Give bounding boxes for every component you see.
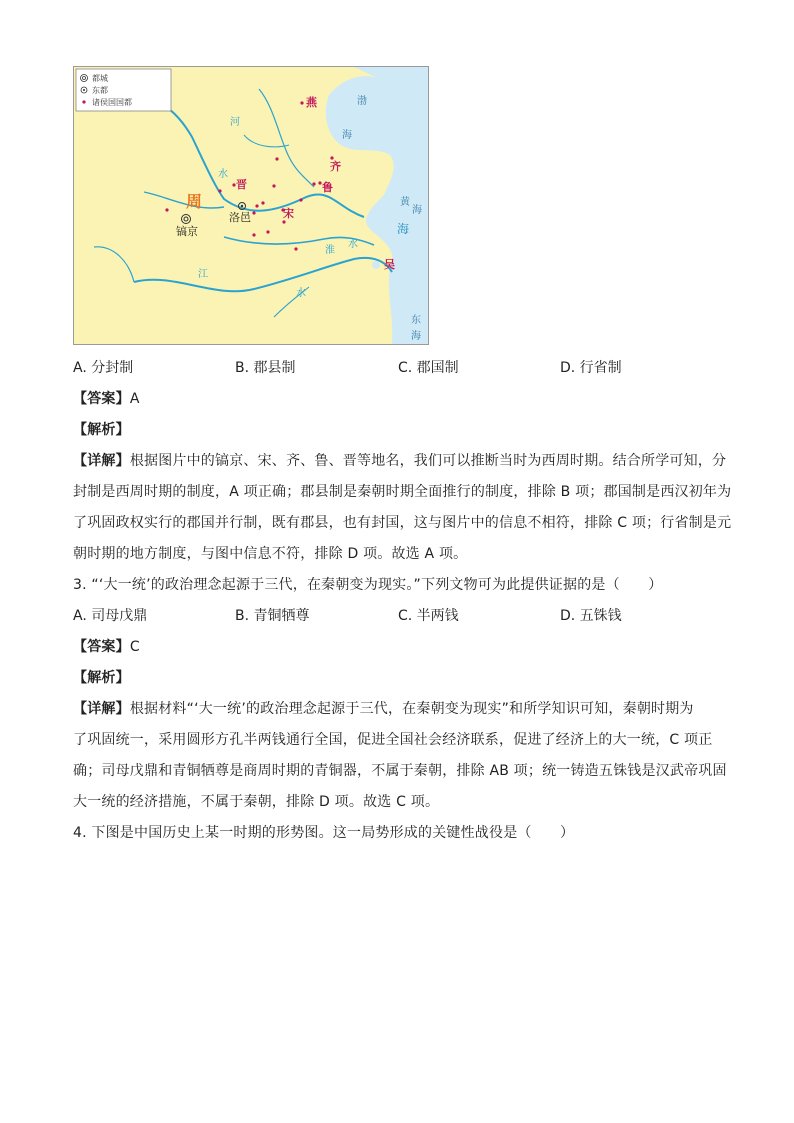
label-huai: 淮 — [325, 245, 335, 256]
label-haojing: 镐京 — [176, 225, 198, 238]
q3-option-d: D. 五铢钱 — [560, 608, 622, 624]
vassal-symbol — [82, 100, 85, 103]
detail-label: 【详解】 — [73, 701, 130, 717]
label-luoyi: 洛邑 — [229, 211, 251, 224]
label-zhou: 周 — [186, 192, 203, 211]
q3-detail-line-4: 大一统的经济措施，不属于秦朝，排除 D 项。故选 C 项。 — [73, 794, 440, 810]
label-shui2: 水 — [348, 239, 358, 250]
label-jiang: 江 — [198, 269, 208, 280]
q3-analysis-label: 【解析】 — [73, 670, 130, 686]
label-yan: 燕 — [306, 96, 317, 109]
answer-label: 【答案】 — [73, 639, 130, 655]
q3-detail-line-3: 确；司母戊鼎和青铜牺尊是商周时期的青铜器，不属于秦朝，排除 AB 项；统一铸造五铢钱是汉武帝巩固 — [73, 763, 727, 779]
label-jin: 晋 — [236, 178, 247, 191]
label-wu: 吴 — [384, 258, 395, 271]
taihu-lake — [372, 261, 380, 269]
q3-option-a: A. 司母戊鼎 — [73, 608, 148, 624]
q2-answer — [73, 389, 140, 409]
q2-option-b: B. 郡县制 — [235, 360, 296, 376]
label-donghai-1: 东 — [411, 315, 421, 326]
q3-option-c: C. 半两钱 — [398, 608, 459, 624]
legend-vassal: 诸侯国国都 — [92, 98, 132, 107]
map-svg — [74, 67, 428, 344]
label-bohai-1: 渤 — [357, 96, 367, 107]
detail-label: 【详解】 — [73, 453, 130, 469]
q3-detail-line-1: 【详解】根据材料“‘大一统’的政治理念起源于三代，在秦朝变为现实”和所学知识可知，秦朝时期为 — [73, 701, 694, 717]
q2-option-c: C. 郡国制 — [398, 360, 459, 376]
legend-east-capital: 东都 — [92, 86, 108, 95]
q3-option-b: B. 青铜牺尊 — [235, 608, 310, 624]
q2-option-d: D. 行省制 — [560, 360, 622, 376]
label-lu: 鲁 — [322, 181, 333, 194]
q3-stem: 3. “‘大一统’的政治理念起源于三代，在秦朝变为现实。”下列文物可为此提供证据的是（ ） — [73, 577, 663, 593]
label-shui1: 水 — [218, 169, 228, 180]
label-donghai-2: 海 — [411, 331, 421, 342]
zhou-map — [73, 66, 429, 345]
label-huanghai-1: 黄 — [400, 197, 410, 208]
label-he: 河 — [230, 117, 240, 128]
q3-detail-line-2: 了巩固统一，采用圆形方孔半两钱通行全国，促进全国社会经济联系，促进了经济上的大一统，C 项正 — [73, 732, 713, 748]
q2-analysis-label: 【解析】 — [73, 422, 130, 438]
q2-detail-line-4: 朝时期的地方制度，与图中信息不符，排除 D 项。故选 A 项。 — [73, 546, 468, 562]
label-sea-blue: 海 — [397, 222, 410, 236]
q2-detail-line-2: 封制是西周时期的制度，A 项正确；郡县制是秦朝时期全面推行的制度，排除 B 项；郡国制是西汉初年为 — [73, 484, 732, 500]
label-qi: 齐 — [330, 160, 341, 173]
label-huanghai-2: 海 — [412, 205, 422, 216]
q3-answer — [73, 637, 140, 657]
answer-value: C — [129, 639, 140, 655]
answer-value: A — [129, 391, 140, 407]
q2-option-a: A. 分封制 — [73, 360, 134, 376]
q2-detail-line-1: 【详解】根据图片中的镐京、宋、齐、鲁、晋等地名，我们可以推断当时为西周时期。结合所学可知，分 — [73, 453, 727, 469]
legend-capital: 都城 — [92, 74, 108, 83]
label-song: 宋 — [283, 207, 294, 220]
label-shui3: 水 — [296, 288, 306, 299]
q2-detail-line-3: 了巩固政权实行的郡国并行制，既有郡县，也有封国，这与图片中的信息不相符，排除 C 项；行省制是元 — [73, 515, 732, 531]
label-bohai-2: 海 — [342, 130, 352, 141]
q4-stem: 4. 下图是中国历史上某一时期的形势图。这一局势形成的关键性战役是（ ） — [73, 825, 575, 841]
answer-label: 【答案】 — [73, 391, 130, 407]
